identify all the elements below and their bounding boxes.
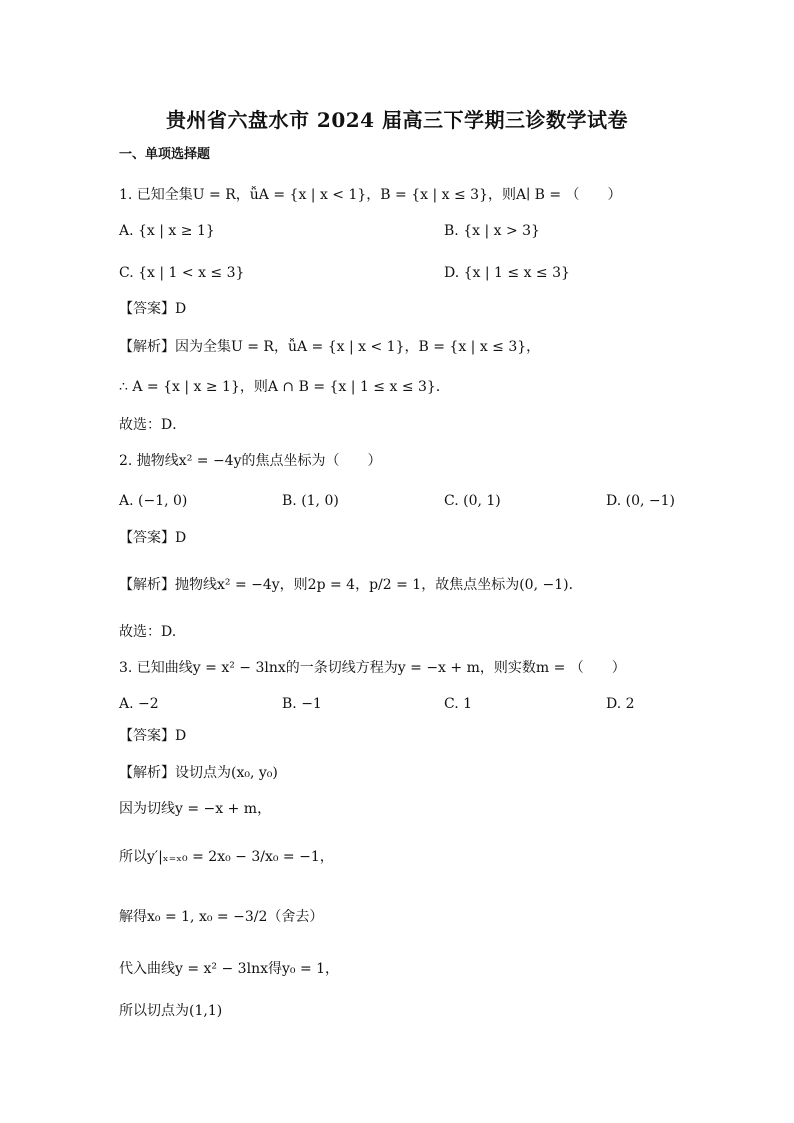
q1-analysis-3: 故选：D．	[119, 417, 187, 433]
q2-answer: 【答案】D	[119, 530, 187, 546]
q3-option-d: D. 2	[606, 696, 635, 712]
q2-analysis-2: 故选：D.	[119, 624, 177, 640]
q1-option-b: B. {x | x > 3}	[444, 223, 540, 239]
q3-stem: 3. 已知曲线y = x² − 3lnx的一条切线方程为y = −x + m，则实数m = （ ）	[119, 660, 626, 676]
q2-option-b: B. (1, 0)	[282, 493, 339, 509]
q3-option-a: A. −2	[119, 696, 159, 712]
q3-analysis-6: 所以切点为(1,1)	[119, 1003, 223, 1019]
q1-analysis-2: ∴ A = {x | x ≥ 1}，则A ∩ B = {x | 1 ≤ x ≤ 3}．	[119, 379, 450, 395]
q1-option-a: A. {x | x ≥ 1}	[119, 223, 215, 239]
q2-option-a: A. (−1, 0)	[119, 493, 188, 509]
q2-stem: 2. 抛物线x² = −4y的焦点坐标为（ ）	[119, 453, 382, 469]
page-title: 贵州省六盘水市 2024 届高三下学期三诊数学试卷	[165, 108, 629, 132]
q3-analysis-1: 【解析】设切点为(x₀, y₀)	[119, 765, 278, 781]
section-heading: 一、单项选择题	[119, 147, 211, 162]
q3-answer: 【答案】D	[119, 728, 187, 744]
q3-analysis-2: 因为切线y = −x + m，	[119, 801, 272, 817]
q1-option-c: C. {x | 1 < x ≤ 3}	[119, 265, 245, 281]
q1-answer: 【答案】D	[119, 301, 187, 317]
q1-option-d: D. {x | 1 ≤ x ≤ 3}	[444, 265, 570, 281]
q2-option-d: D. (0, −1)	[606, 493, 675, 509]
q3-analysis-3: 所以y′|ₓ₌ₓ₀ = 2x₀ − 3/x₀ = −1，	[119, 849, 334, 865]
q2-analysis-1: 【解析】抛物线x² = −4y，则2p = 4，p/2 = 1，故焦点坐标为(0, −1)．	[119, 577, 583, 593]
q1-stem: 1. 已知全集U = R，ǚA = {x | x < 1}，B = {x | x ≤ 3}，则A∣ B = （ ）	[119, 187, 622, 203]
q2-option-c: C. (0, 1)	[444, 493, 501, 509]
q3-option-c: C. 1	[444, 696, 473, 712]
q3-analysis-4: 解得x₀ = 1, x₀ = −3/2（舍去）	[119, 909, 324, 925]
q3-option-b: B. −1	[282, 696, 322, 712]
q1-analysis-1: 【解析】因为全集U = R，ǚA = {x | x < 1}，B = {x | x ≤ 3}，	[119, 339, 541, 355]
q3-analysis-5: 代入曲线y = x² − 3lnx得y₀ = 1，	[119, 961, 340, 977]
